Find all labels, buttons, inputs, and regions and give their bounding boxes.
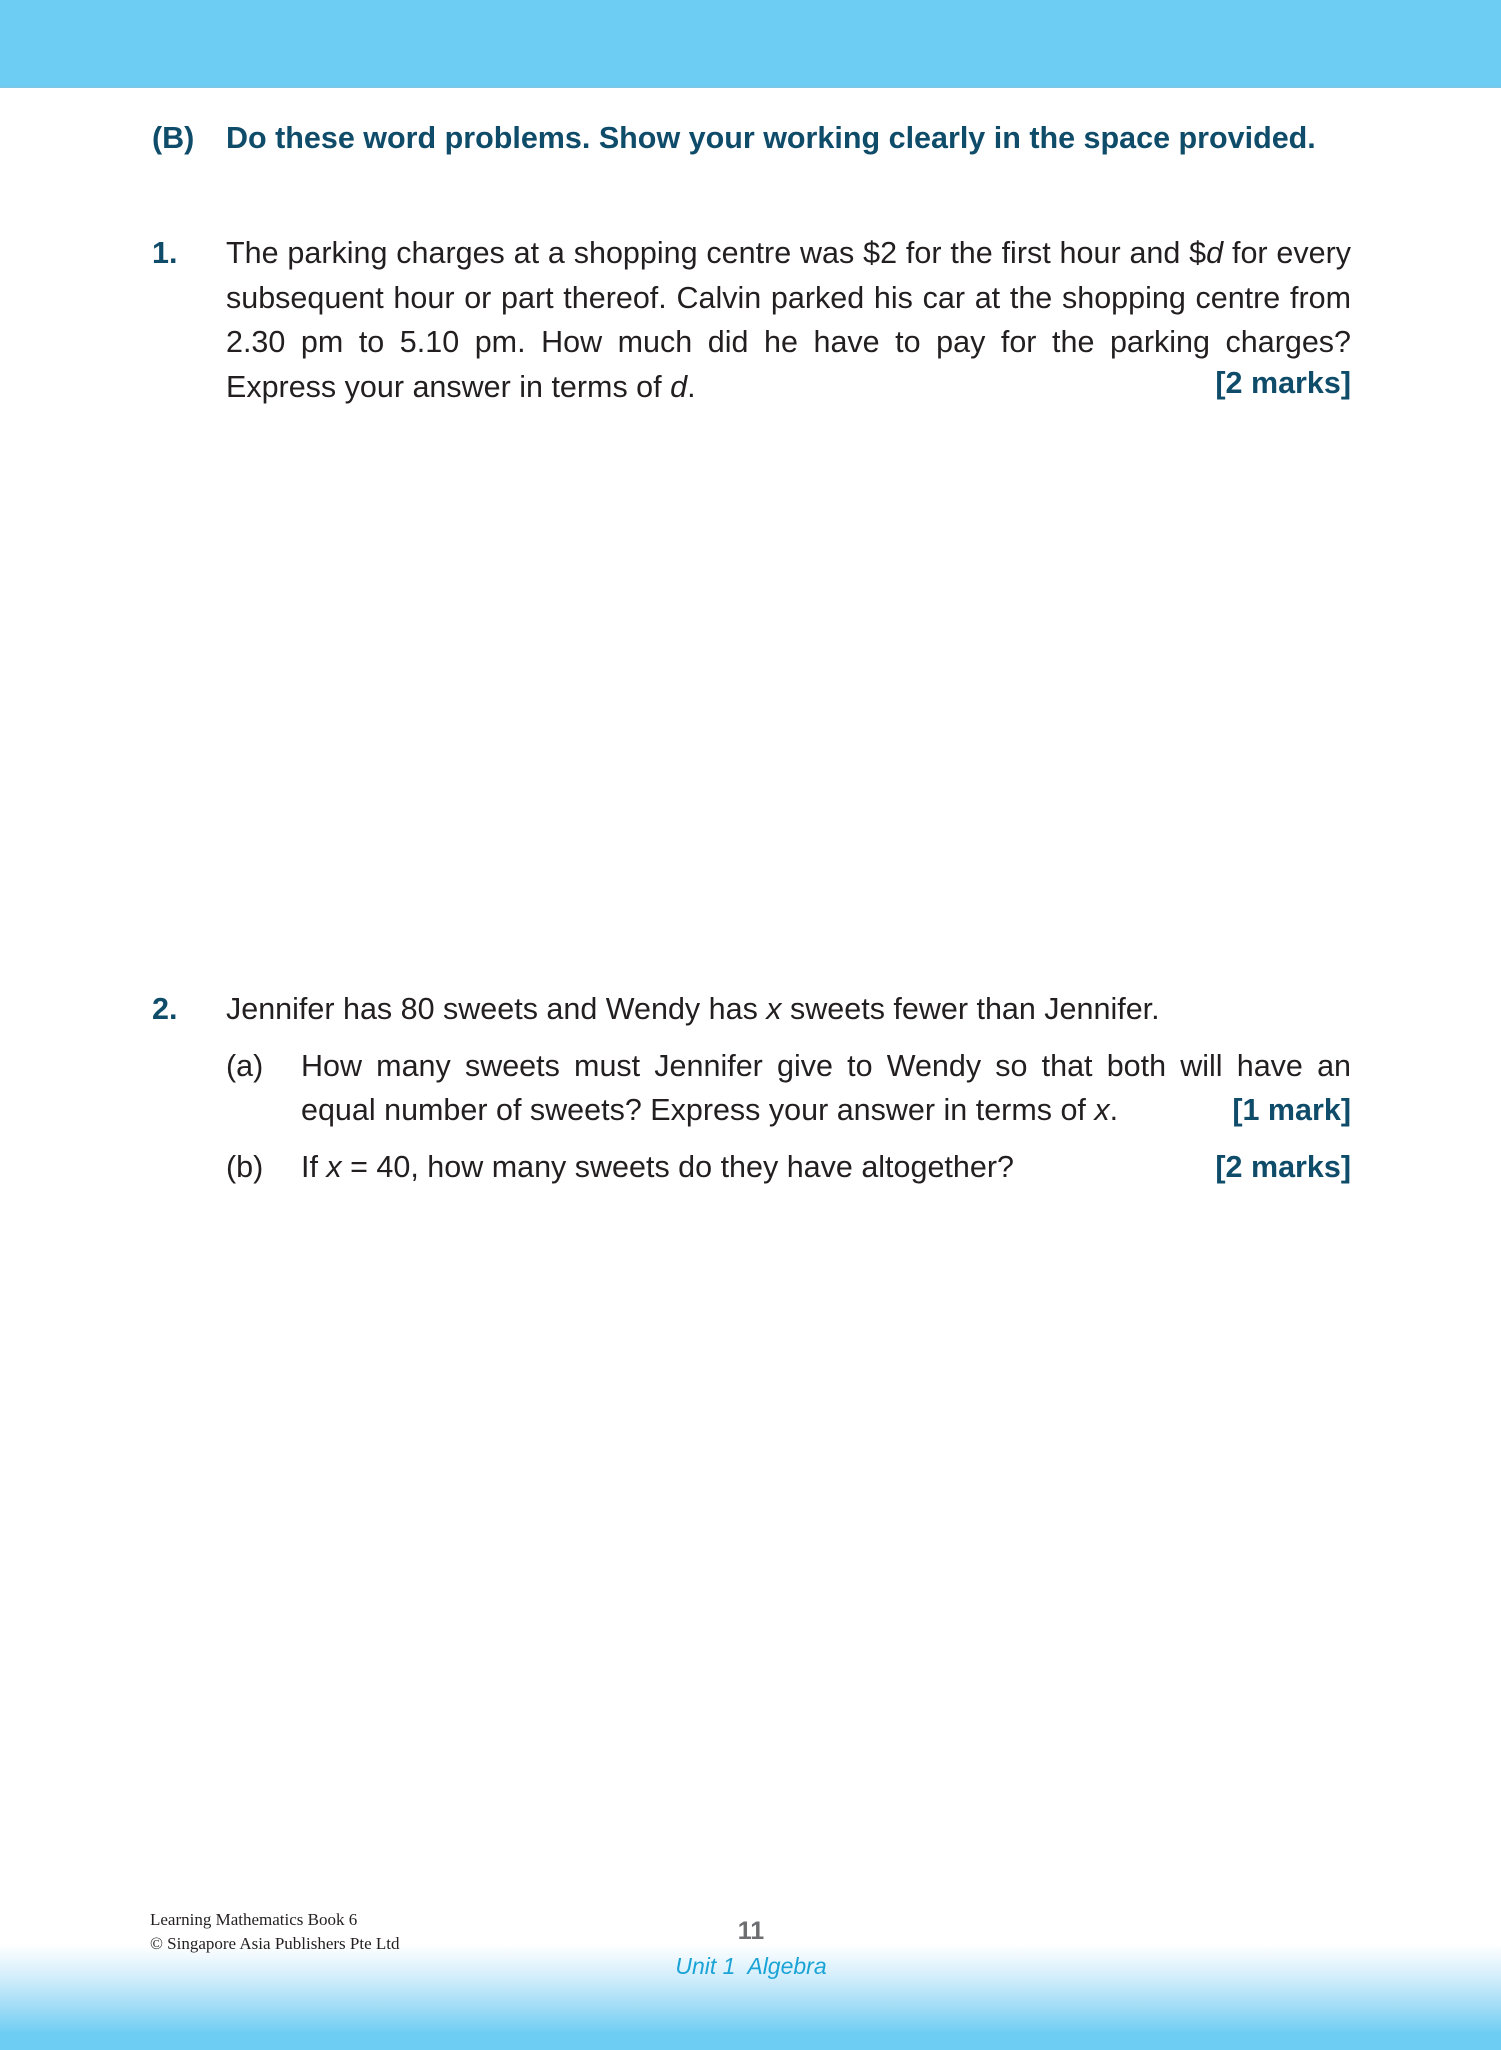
variable-d: d bbox=[670, 369, 688, 404]
marks-label: [2 marks] bbox=[1215, 1149, 1351, 1184]
copyright: © Singapore Asia Publishers Pte Ltd bbox=[150, 1934, 400, 1953]
text-line bbox=[301, 1088, 1351, 1133]
variable-x: x bbox=[1094, 1093, 1110, 1127]
question-1 bbox=[152, 231, 1351, 409]
question-text bbox=[226, 231, 1351, 409]
footer-credits bbox=[150, 1908, 400, 1956]
question-number: 1. bbox=[152, 236, 178, 270]
sub-question-label: (a) bbox=[226, 1048, 264, 1083]
sub-question-text bbox=[301, 1145, 1351, 1190]
question-number: 2. bbox=[152, 992, 178, 1026]
text-segment: . bbox=[1109, 1093, 1119, 1127]
question-body bbox=[226, 231, 1351, 409]
sub-question-label: (b) bbox=[226, 1149, 264, 1184]
text-segment: If bbox=[301, 1149, 327, 1184]
text-line: How many sweets must Jennifer give to Wendy so that both will have an bbox=[301, 1048, 1351, 1083]
sub-question-a bbox=[226, 1044, 1351, 1133]
text-segment: Jennifer has 80 sweets and Wendy has bbox=[226, 992, 767, 1026]
unit-title: Unit 1 Algebra bbox=[675, 1953, 827, 1979]
section-heading bbox=[152, 118, 1351, 158]
text-segment: The parking charges at a shopping centre was $2 for the first hour and $ bbox=[226, 236, 1207, 270]
text-segment: sweets fewer than Jennifer. bbox=[781, 992, 1160, 1026]
book-title: Learning Mathematics Book 6 bbox=[150, 1910, 358, 1929]
question-stem bbox=[226, 987, 1351, 1032]
marks-label: [2 marks] bbox=[1215, 366, 1351, 400]
section-instruction: Do these word problems. Show your working clearly in the space provided. bbox=[226, 121, 1316, 155]
header-band bbox=[0, 0, 1501, 88]
text-segment: for every subsequent hour or part thereof. Calvin parked his car at the shopping centre from 2.30 pm to 5.10 pm. How much did he have to pay for the parking charges? Express your answer in terms of bbox=[226, 236, 1351, 404]
question-body bbox=[226, 987, 1351, 1189]
text-segment: = 40, how many sweets do they have altogether? bbox=[341, 1149, 1014, 1184]
sub-question-text bbox=[301, 1044, 1351, 1133]
text-segment: . bbox=[687, 369, 696, 404]
question-2 bbox=[152, 987, 1351, 1189]
marks-label: [1 mark] bbox=[1232, 1093, 1351, 1127]
variable-x: x bbox=[766, 992, 782, 1026]
sub-question-b bbox=[226, 1145, 1351, 1190]
variable-d: d bbox=[1206, 236, 1224, 270]
section-label: (B) bbox=[152, 121, 195, 155]
page-number: 11 bbox=[737, 1917, 765, 1945]
text-segment: equal number of sweets? Express your answer in terms of bbox=[301, 1093, 1095, 1127]
variable-x: x bbox=[326, 1149, 342, 1184]
